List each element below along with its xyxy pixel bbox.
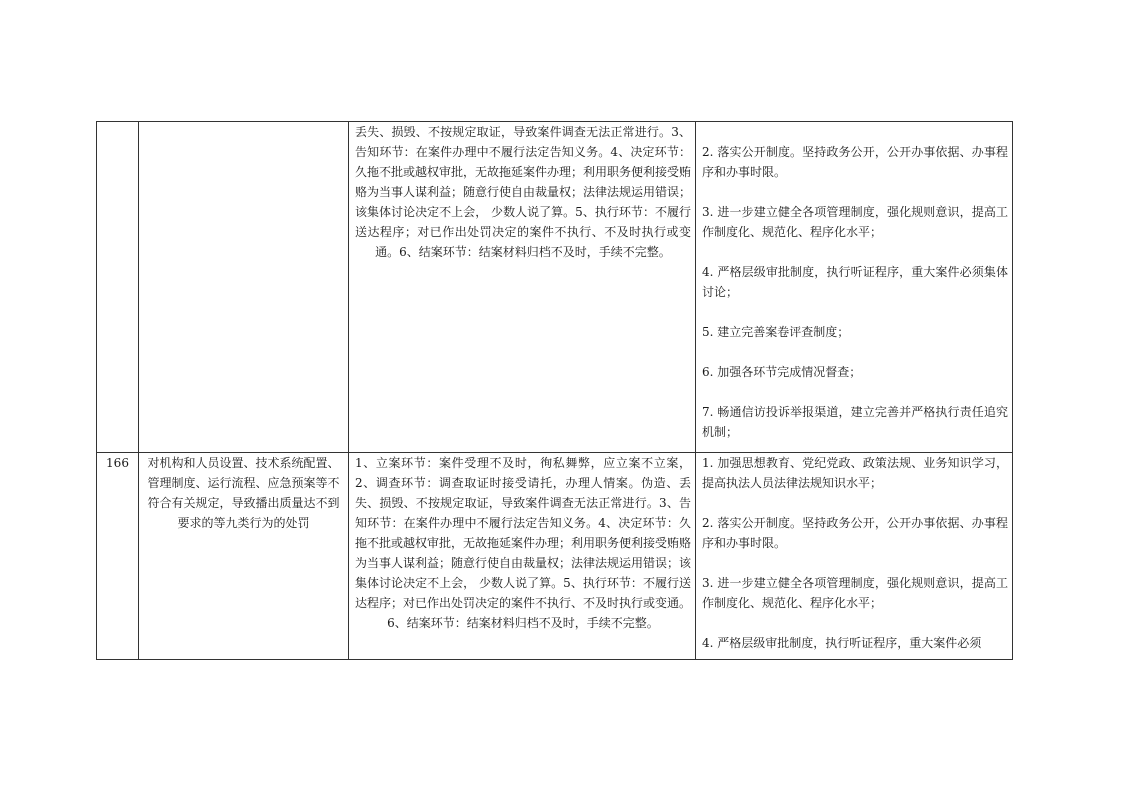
table-row <box>97 122 1013 453</box>
risk-points-text: 1、立案环节：案件受理不及时，徇私舞弊，应立案不立案，2、调查环节：调查取证时接受请托，办理人情案。伪造、丢失、损毁、不按规定取证，导致案件调查无法正常进行。3、告知环节：在案件办理中不履行法定告知义务。4、决定环节：久拖不批或越权审批，无故拖延案件办理；利用职务便利接受贿赂为当事人谋利益；随意行使自由裁量权；法律法规运用错误；该集体讨论决定不上会， 少数人说了算。5、执行环节：不履行送达程序；对已作出处罚决定的案件不执行、不及时执行或变通。6、结案环节：结案材料归档不及时，手续不完整。 <box>355 456 692 630</box>
risk-control-table <box>96 121 1013 660</box>
risk-points-text: 丢失、损毁、不按规定取证，导致案件调查无法正常进行。3、告知环节：在案件办理中不履行法定告知义务。4、决定环节：久拖不批或越权审批，无故拖延案件办理；利用职务便利接受贿赂为当事人谋利益；随意行使自由裁量权；法律法规运用错误；该集体讨论决定不上会， 少数人说了算。5、执行环节：不履行送达程序；对已作出处罚决定的案件不执行、不及时执行或变通。6、结案环节：结案材料归档不及时，手续不完整。 <box>355 125 692 259</box>
prevention-measures-cell <box>696 453 1013 660</box>
measure-item: 1. 加强思想教育、党纪党政、政策法规、业务知识学习，提高执法人员法律法规知识水平； <box>702 456 1008 490</box>
item-name-cell <box>139 122 349 453</box>
measure-item: 3. 进一步建立健全各项管理制度，强化规则意识，提高工作制度化、规范化、程序化水平； <box>702 576 1008 610</box>
measure-item: 6. 加强各环节完成情况督查； <box>702 365 862 379</box>
risk-points-cell <box>349 122 696 453</box>
measure-item: 4. 严格层级审批制度，执行听证程序，重大案件必须集体讨论； <box>702 265 1008 299</box>
measure-item: 7. 畅通信访投诉举报渠道，建立完善并严格执行责任追究机制； <box>702 405 1008 439</box>
table-row <box>97 453 1013 660</box>
measure-item: 2. 落实公开制度。坚持政务公开，公开办事依据、办事程序和办事时限。 <box>702 516 1008 550</box>
measure-item: 3. 进一步建立健全各项管理制度，强化规则意识，提高工作制度化、规范化、程序化水平； <box>702 205 1008 239</box>
item-name: 对机构和人员设置、技术系统配置、管理制度、运行流程、应急预案等不符合有关规定，导致播出质量达不到要求的等九类行为的处罚 <box>147 456 340 530</box>
risk-points-cell <box>349 453 696 660</box>
measure-item: 2. 落实公开制度。坚持政务公开，公开办事依据、办事程序和办事时限。 <box>702 145 1008 179</box>
item-number-cell <box>97 122 139 453</box>
item-number: 166 <box>106 456 129 470</box>
item-name-cell <box>139 453 349 660</box>
prevention-measures <box>696 453 1012 653</box>
measure-item: 4. 严格层级审批制度，执行听证程序，重大案件必须 <box>702 636 982 650</box>
prevention-measures <box>696 122 1012 442</box>
item-number-cell <box>97 453 139 660</box>
prevention-measures-cell <box>696 122 1013 453</box>
measure-item: 5. 建立完善案卷评查制度； <box>702 325 850 339</box>
